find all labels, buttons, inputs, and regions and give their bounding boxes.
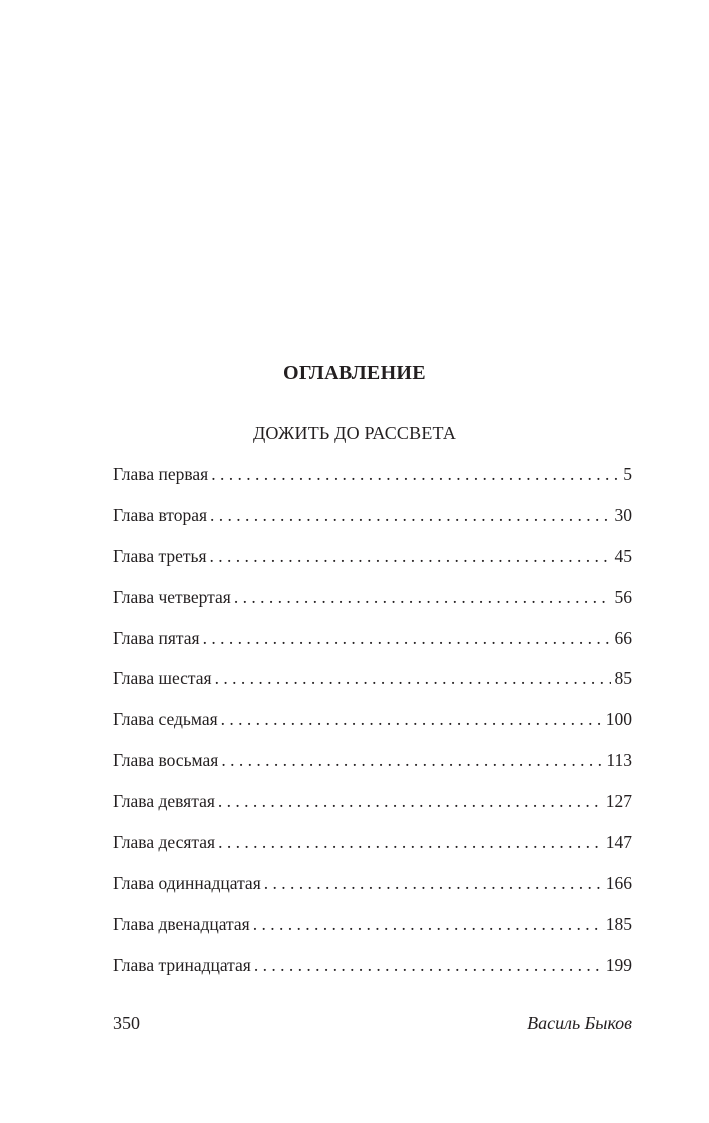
toc-entry[interactable] xyxy=(113,544,632,585)
toc-entry-label: Глава первая xyxy=(113,464,209,484)
toc-entry-label: Глава двенадцатая xyxy=(113,913,250,934)
toc-entry-page: 199 xyxy=(605,954,632,975)
dot-leader xyxy=(200,626,611,650)
toc-entry[interactable] xyxy=(113,789,632,830)
toc-entry-label: Глава пятая xyxy=(113,627,200,648)
toc-entry-label: Глава тринадцатая xyxy=(113,954,251,975)
toc-entry-page: 30 xyxy=(614,504,632,525)
toc-entry[interactable] xyxy=(113,830,632,871)
toc-entry-page: 127 xyxy=(605,791,632,812)
toc-entry[interactable] xyxy=(113,953,632,994)
dot-leader xyxy=(218,748,602,772)
dot-leader xyxy=(261,871,602,895)
table-of-contents xyxy=(113,462,632,994)
toc-entry-label: Глава одиннадцатая xyxy=(113,872,261,893)
toc-entry-page: 66 xyxy=(614,627,632,648)
toc-entry[interactable] xyxy=(113,626,632,667)
dot-leader xyxy=(215,830,602,854)
toc-entry-label: Глава вторая xyxy=(113,504,208,525)
toc-entry-label: Глава третья xyxy=(113,545,207,566)
toc-entry-label: Глава восьмая xyxy=(113,750,219,771)
footer-author: Василь Быков xyxy=(527,1013,632,1033)
dot-leader xyxy=(231,585,611,609)
toc-entry-label: Глава шестая xyxy=(113,668,212,689)
toc-entry[interactable] xyxy=(113,462,632,503)
toc-entry[interactable] xyxy=(113,871,632,912)
dot-leader xyxy=(212,666,611,690)
toc-entry[interactable] xyxy=(113,503,632,544)
dot-leader xyxy=(207,544,611,568)
toc-entry-page: 56 xyxy=(614,586,632,607)
toc-entry[interactable] xyxy=(113,585,632,626)
toc-entry-page: 166 xyxy=(605,872,632,893)
dot-leader xyxy=(207,503,610,527)
footer-page-number: 350 xyxy=(113,1013,140,1033)
toc-entry[interactable] xyxy=(113,748,632,789)
toc-entry-label: Глава седьмая xyxy=(113,709,218,730)
toc-entry-label: Глава девятая xyxy=(113,791,215,812)
toc-entry-page: 45 xyxy=(614,545,632,566)
page-title: ОГЛАВЛЕНИЕ xyxy=(283,362,426,384)
toc-entry-label: Глава десятая xyxy=(113,832,216,853)
toc-entry[interactable] xyxy=(113,666,632,707)
toc-entry-page: 85 xyxy=(614,668,632,689)
toc-entry-label: Глава четвертая xyxy=(113,586,231,607)
dot-leader xyxy=(215,789,602,813)
toc-entry[interactable] xyxy=(113,707,632,748)
section-title: ДОЖИТЬ ДО РАССВЕТА xyxy=(252,423,457,443)
toc-entry[interactable] xyxy=(113,912,632,953)
toc-entry-page: 113 xyxy=(606,750,632,771)
dot-leader xyxy=(218,707,602,731)
toc-entry-page: 5 xyxy=(623,464,632,484)
dot-leader xyxy=(250,912,602,936)
toc-entry-page: 147 xyxy=(605,832,632,853)
dot-leader xyxy=(251,953,602,977)
dot-leader xyxy=(208,462,619,486)
toc-entry-page: 185 xyxy=(605,913,632,934)
toc-entry-page: 100 xyxy=(605,709,632,730)
